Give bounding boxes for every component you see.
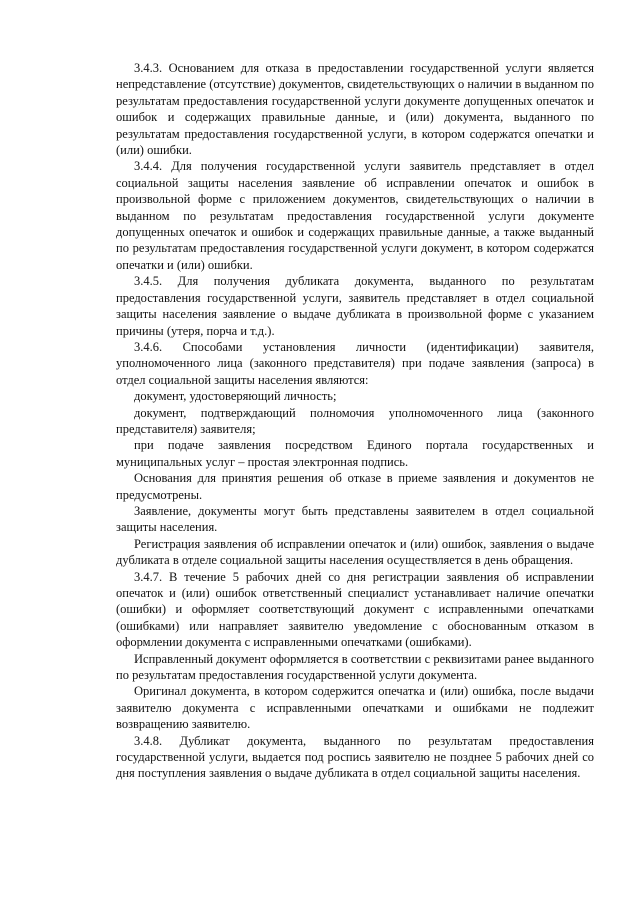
paragraph-3-4-7: 3.4.7. В течение 5 рабочих дней со дня регистрации заявления об исправлении опечаток и (или) ошибок ответственный специалист устанавливает наличие опечатки (ошибки) и оформляет соответствующий документ с исправленными опечатками (ошибками) или направляет заявителю уведомление с обоснованным отказом в оформлении документа с исправленными опечатками (ошибками). (116, 569, 594, 650)
paragraph-3-4-4: 3.4.4. Для получения государственной услуги заявитель представляет в отдел социальной защиты населения заявление об исправлении опечаток и ошибок в произвольной форме с приложением документов, свидетельствующих о наличии в выданном по результатам предоставления государственной услуги документе допущенных опечаток и ошибок и содержащих правильные данные, а также выданный по результатам предоставления государственной услуги документ, в котором содержатся опечатки и (или) ошибки. (116, 159, 594, 272)
paragraph-registration: Регистрация заявления об исправлении опечаток и (или) ошибок, заявления о выдаче дубликата в отделе социальной защиты населения осуществляется в день обращения. (116, 536, 594, 568)
document-page (116, 60, 594, 782)
paragraph-3-4-8: 3.4.8. Дубликат документа, выданного по результатам предоставления государственной услуги, выдается под роспись заявителю не позднее 5 рабочих дней со дня поступления заявления о выдаче дубликата в отдел социальной защиты населения. (116, 733, 594, 781)
paragraph-corrected-document: Исправленный документ оформляется в соответствии с реквизитами ранее выданного по результатам предоставления государственной услуги документа. (116, 651, 594, 683)
paragraph-3-4-5: 3.4.5. Для получения дубликата документа, выданного по результатам предоставления государственной услуги, заявитель представляет в отдел социальной защиты населения заявление о выдаче дубликата в произвольной форме с указанием причины (утеря, порча и т.д.). (116, 274, 594, 338)
list-item-identity-document: документ, удостоверяющий личность; (134, 389, 337, 404)
paragraph-submission: Заявление, документы могут быть представлены заявителем в отдел социальной защиты населения. (116, 503, 594, 535)
paragraph-3-4-6: 3.4.6. Способами установления личности (идентификации) заявителя, уполномоченного лица (законного представителя) при подаче заявления (запроса) в отдел социальной защиты населения являются: (116, 339, 594, 387)
list-item-authority-document: документ, подтверждающий полномочия уполномоченного лица (законного представителя) заявителя; (116, 405, 594, 436)
paragraph-refusal-grounds: Основания для принятия решения об отказе в приеме заявления и документов не предусмотрены. (116, 471, 594, 502)
list-item-electronic-signature: при подаче заявления посредством Единого портала государственных и муниципальных услуг – простая электронная подпись. (116, 438, 594, 469)
paragraph-original-document: Оригинал документа, в котором содержится опечатка и (или) ошибка, после выдачи заявителю документа с исправленными опечатками и ошибками не подлежит возвращению заявителю. (116, 684, 594, 732)
paragraph-3-4-3: 3.4.3. Основанием для отказа в предоставлении государственной услуги является непредставление (отсутствие) документов, свидетельствующих о наличии в выданном по результатам предоставления государственной услуги документе допущенных опечаток и ошибок и содержащих правильные данные, и (или) документа, выданного по результатам предоставления государственной услуги, в котором содержатся опечатки и (или) ошибки. (116, 61, 594, 158)
